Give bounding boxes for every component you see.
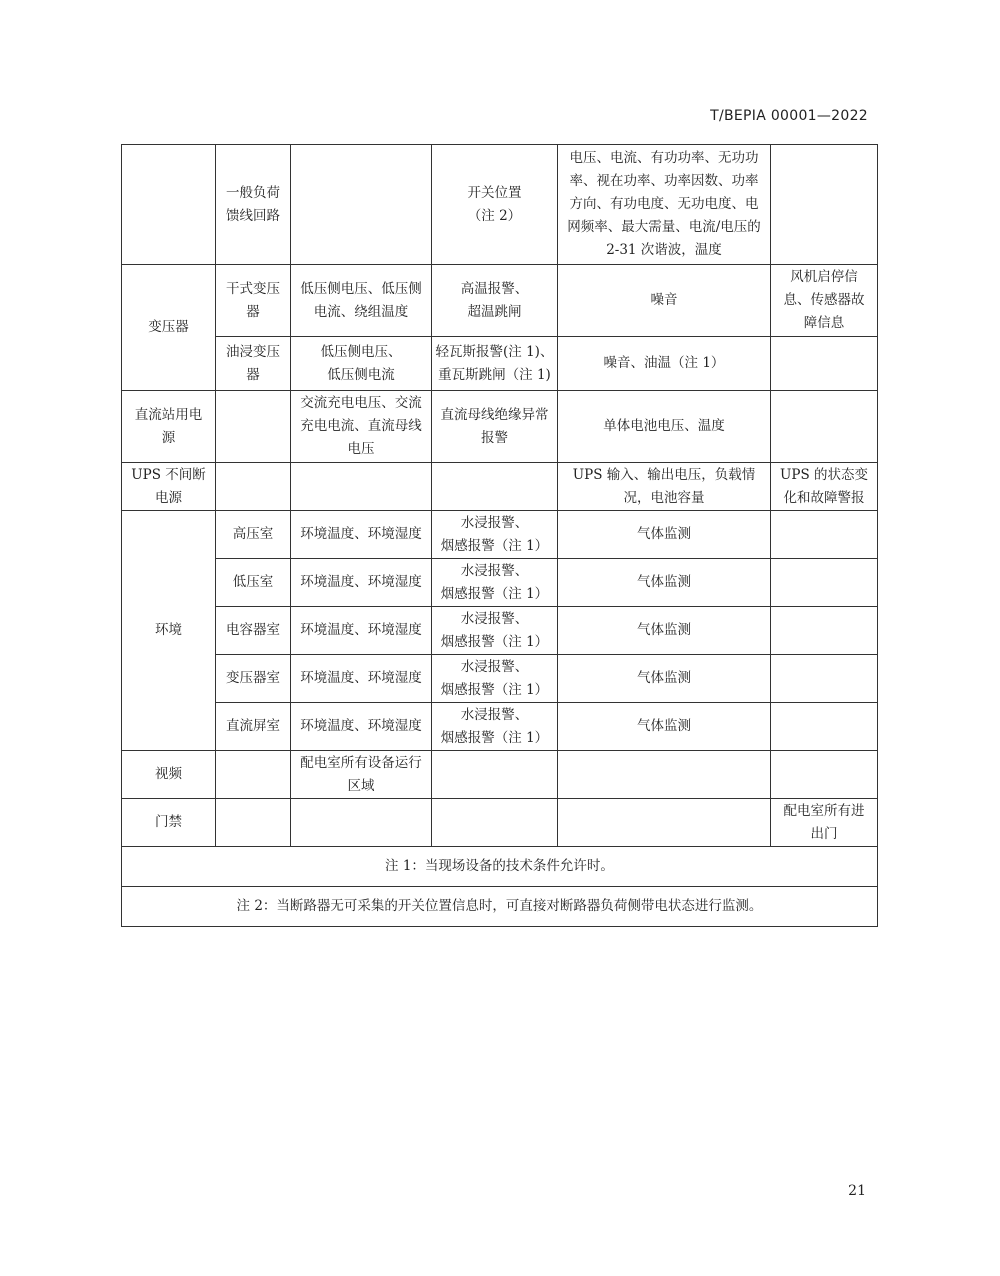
other-cell xyxy=(771,559,878,607)
table-row xyxy=(122,337,878,391)
table-row xyxy=(122,751,878,799)
table-row xyxy=(122,607,878,655)
subcategory-cell: 变压器室 xyxy=(216,655,291,703)
table-row xyxy=(122,655,878,703)
other-cell xyxy=(771,751,878,799)
other-cell xyxy=(771,703,878,751)
other-cell xyxy=(771,607,878,655)
analog-cell: 低压侧电压、 低压侧电流 xyxy=(291,337,432,391)
other-cell: 配电室所有进出门 xyxy=(771,799,878,847)
analog-cell xyxy=(291,145,432,265)
subcategory-cell: 电容器室 xyxy=(216,607,291,655)
table-row xyxy=(122,463,878,511)
subcategory-cell xyxy=(216,751,291,799)
switch-cell xyxy=(432,799,558,847)
switch-cell xyxy=(432,463,558,511)
measure-cell: 噪音 xyxy=(558,265,771,337)
subcategory-cell xyxy=(216,463,291,511)
category-cell: 环境 xyxy=(122,511,216,751)
measure-cell: 气体监测 xyxy=(558,559,771,607)
switch-cell: 高温报警、 超温跳闸 xyxy=(432,265,558,337)
switch-cell: 开关位置 （注 2） xyxy=(432,145,558,265)
measure-cell xyxy=(558,751,771,799)
analog-cell: 交流充电电压、交流充电电流、直流母线电压 xyxy=(291,391,432,463)
measure-cell xyxy=(558,799,771,847)
analog-cell: 低压侧电压、低压侧电流、绕组温度 xyxy=(291,265,432,337)
table-row xyxy=(122,799,878,847)
subcategory-cell: 高压室 xyxy=(216,511,291,559)
subcategory-cell: 油浸变压 器 xyxy=(216,337,291,391)
table-row xyxy=(122,559,878,607)
other-cell xyxy=(771,511,878,559)
note-2: 注 2：当断路器无可采集的开关位置信息时，可直接对断路器负荷侧带电状态进行监测。 xyxy=(122,887,878,927)
subcategory-cell: 一般负荷 馈线回路 xyxy=(216,145,291,265)
analog-cell: 配电室所有设备运行区域 xyxy=(291,751,432,799)
switch-cell xyxy=(432,751,558,799)
other-cell xyxy=(771,145,878,265)
standard-code: T/BEPIA 00001—2022 xyxy=(710,108,868,124)
analog-cell xyxy=(291,463,432,511)
analog-cell: 环境温度、环境湿度 xyxy=(291,703,432,751)
measure-cell: 气体监测 xyxy=(558,655,771,703)
subcategory-cell xyxy=(216,391,291,463)
measure-cell: 电压、电流、有功功率、无功功率、视在功率、功率因数、功率方向、有功电度、无功电度、电网频率、最大需量、电流/电压的2-31 次谐波，温度 xyxy=(558,145,771,265)
note-row xyxy=(122,887,878,927)
table-row xyxy=(122,265,878,337)
analog-cell: 环境温度、环境湿度 xyxy=(291,559,432,607)
category-cell: 门禁 xyxy=(122,799,216,847)
category-cell: UPS 不间断电源 xyxy=(122,463,216,511)
other-cell xyxy=(771,655,878,703)
analog-cell: 环境温度、环境湿度 xyxy=(291,607,432,655)
switch-cell: 水浸报警、 烟感报警（注 1） xyxy=(432,511,558,559)
category-cell xyxy=(122,145,216,265)
subcategory-cell: 干式变压器 xyxy=(216,265,291,337)
switch-cell: 水浸报警、 烟感报警（注 1） xyxy=(432,703,558,751)
other-cell xyxy=(771,391,878,463)
other-cell: 风机启停信息、传感器故障信息 xyxy=(771,265,878,337)
category-cell: 直流站用电源 xyxy=(122,391,216,463)
subcategory-cell: 直流屏室 xyxy=(216,703,291,751)
other-cell xyxy=(771,337,878,391)
analog-cell: 环境温度、环境湿度 xyxy=(291,511,432,559)
subcategory-cell: 低压室 xyxy=(216,559,291,607)
table-row xyxy=(122,145,878,265)
analog-cell xyxy=(291,799,432,847)
switch-cell: 水浸报警、 烟感报警（注 1） xyxy=(432,607,558,655)
measure-cell: UPS 输入、输出电压，负载情况，电池容量 xyxy=(558,463,771,511)
measure-cell: 单体电池电压、温度 xyxy=(558,391,771,463)
category-cell: 变压器 xyxy=(122,265,216,391)
switch-cell: 水浸报警、 烟感报警（注 1） xyxy=(432,559,558,607)
measure-cell: 气体监测 xyxy=(558,703,771,751)
switch-cell: 轻瓦斯报警(注 1)、 重瓦斯跳闸（注 1) xyxy=(432,337,558,391)
table-row xyxy=(122,703,878,751)
switch-cell: 水浸报警、 烟感报警（注 1） xyxy=(432,655,558,703)
monitoring-items-table xyxy=(121,144,878,927)
switch-cell: 直流母线绝缘异常报警 xyxy=(432,391,558,463)
note-row xyxy=(122,847,878,887)
analog-cell: 环境温度、环境湿度 xyxy=(291,655,432,703)
other-cell: UPS 的状态变化和故障警报 xyxy=(771,463,878,511)
measure-cell: 气体监测 xyxy=(558,607,771,655)
measure-cell: 噪音、油温（注 1） xyxy=(558,337,771,391)
measure-cell: 气体监测 xyxy=(558,511,771,559)
category-cell: 视频 xyxy=(122,751,216,799)
table-row xyxy=(122,391,878,463)
subcategory-cell xyxy=(216,799,291,847)
note-1: 注 1：当现场设备的技术条件允许时。 xyxy=(122,847,878,887)
table-row xyxy=(122,511,878,559)
page-number: 21 xyxy=(848,1183,866,1199)
